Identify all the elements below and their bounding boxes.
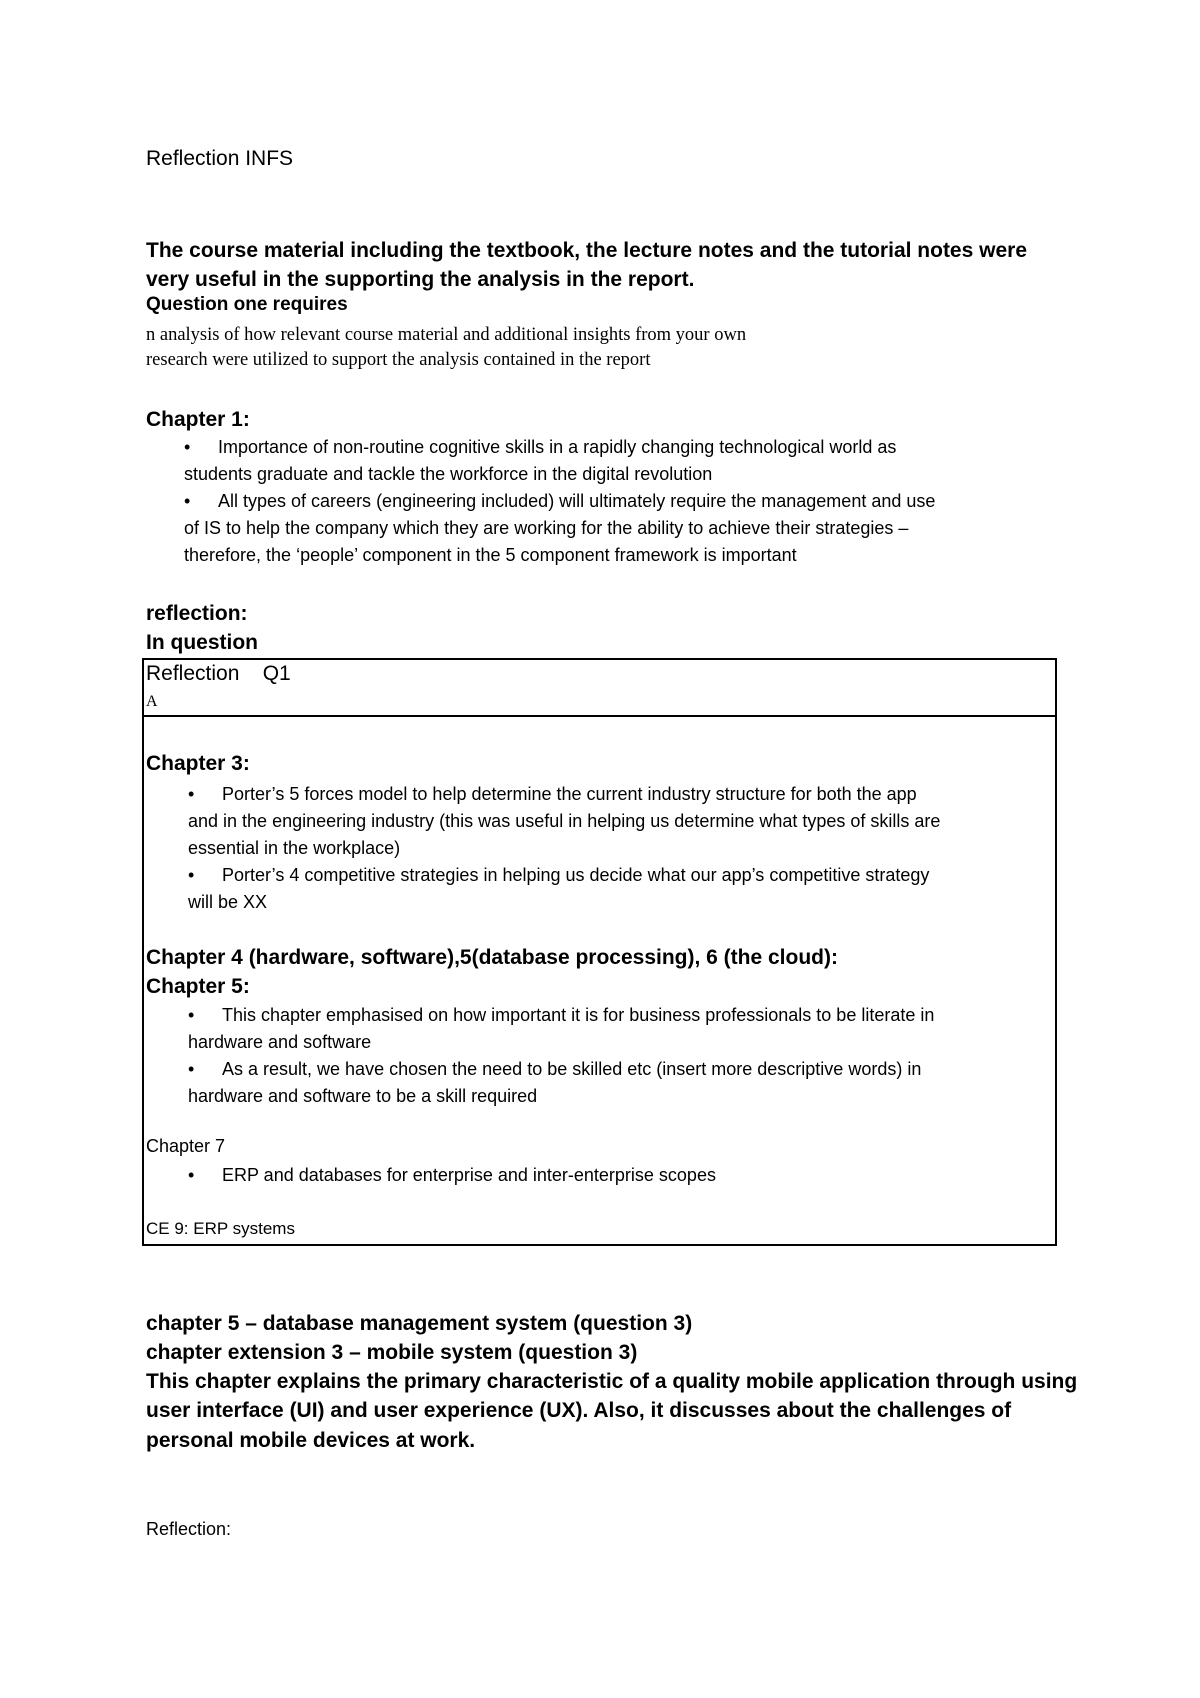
- tail-paragraph-line: user interface (UI) and user experience (UX). Also, it discusses about the challenges of: [146, 1399, 1012, 1422]
- tail-line: chapter 5 – database management system (question 3): [146, 1312, 693, 1335]
- bullet-line: hardware and software to be a skill required: [188, 1086, 538, 1106]
- bullet-line: will be XX: [188, 892, 268, 912]
- reflection-q1-sub: A: [146, 693, 158, 710]
- chapter5-bullet-list: [146, 1002, 934, 1110]
- bullet-line: essential in the workplace): [188, 838, 401, 858]
- bullet-icon: •: [184, 491, 191, 511]
- bullet-line: All types of careers (engineering included) will ultimately require the management and use: [218, 491, 936, 511]
- bullet-line: of IS to help the company which they are working for the ability to achieve their strategies –: [184, 518, 909, 538]
- reflection-box-header: [144, 660, 1055, 717]
- bullet-line: students graduate and tackle the workforce in the digital revolution: [184, 464, 713, 484]
- question-one-heading: Question one requires: [146, 294, 348, 315]
- reflection-label: reflection:: [146, 602, 248, 625]
- bullet-line: Importance of non-routine cognitive skills in a rapidly changing technological world as: [218, 437, 897, 457]
- tail-line: chapter extension 3 – mobile system (question 3): [146, 1341, 638, 1364]
- list-item: [146, 862, 940, 916]
- bullet-icon: •: [188, 1005, 195, 1025]
- question-text-line: research were utilized to support the analysis contained in the report: [146, 350, 651, 370]
- question-text-line: n analysis of how relevant course material and additional insights from your own: [146, 325, 747, 345]
- reflection-final-label: Reflection:: [146, 1519, 232, 1539]
- list-item: [146, 1056, 934, 1110]
- reflection-box: [142, 658, 1057, 1246]
- bullet-line: As a result, we have chosen the need to be skilled etc (insert more descriptive words) in: [222, 1059, 922, 1079]
- bullet-line: and in the engineering industry (this was useful in helping us determine what types of skills are: [188, 811, 941, 831]
- chapter7-bullet-list: [146, 1162, 716, 1189]
- tail-paragraph-line: personal mobile devices at work.: [146, 1429, 476, 1452]
- bullet-line: This chapter emphasised on how important it is for business professionals to be literate in: [222, 1005, 935, 1025]
- bullet-icon: •: [188, 1059, 195, 1079]
- bullet-icon: •: [188, 865, 195, 885]
- list-item: [146, 1002, 934, 1056]
- chapter3-bullet-list: [146, 781, 940, 916]
- bullet-icon: •: [184, 437, 191, 457]
- chapter5-heading: Chapter 5:: [146, 975, 250, 998]
- list-item: [146, 434, 935, 488]
- bullet-line: Porter’s 5 forces model to help determine the current industry structure for both the app: [222, 784, 917, 804]
- list-item: [146, 488, 935, 569]
- list-item: [146, 1162, 716, 1189]
- chapter456-heading: Chapter 4 (hardware, software),5(database processing), 6 (the cloud):: [146, 946, 838, 969]
- ce9-label: CE 9: ERP systems: [146, 1219, 295, 1238]
- bullet-icon: •: [188, 1165, 195, 1185]
- reflection-q1-title: Reflection Q1: [146, 662, 291, 685]
- bullet-line: hardware and software: [188, 1032, 372, 1052]
- bullet-line: ERP and databases for enterprise and inter-enterprise scopes: [222, 1165, 716, 1185]
- tail-paragraph-line: This chapter explains the primary characteristic of a quality mobile application through using: [146, 1370, 1078, 1393]
- chapter7-heading: Chapter 7: [146, 1136, 226, 1156]
- chapter3-heading: Chapter 3:: [146, 752, 250, 775]
- document-title: Reflection INFS: [146, 147, 294, 170]
- intro-paragraph: The course material including the textbook, the lecture notes and the tutorial notes were very useful in the supporting the analysis in the report.: [146, 239, 1027, 291]
- in-question-label: In question: [146, 631, 258, 654]
- chapter1-heading: Chapter 1:: [146, 408, 250, 431]
- bullet-line: Porter’s 4 competitive strategies in helping us decide what our app’s competitive strategy: [222, 865, 930, 885]
- bullet-icon: •: [188, 784, 195, 804]
- bullet-line: therefore, the ‘people’ component in the 5 component framework is important: [184, 545, 797, 565]
- chapter1-bullet-list: [146, 434, 935, 569]
- list-item: [146, 781, 940, 862]
